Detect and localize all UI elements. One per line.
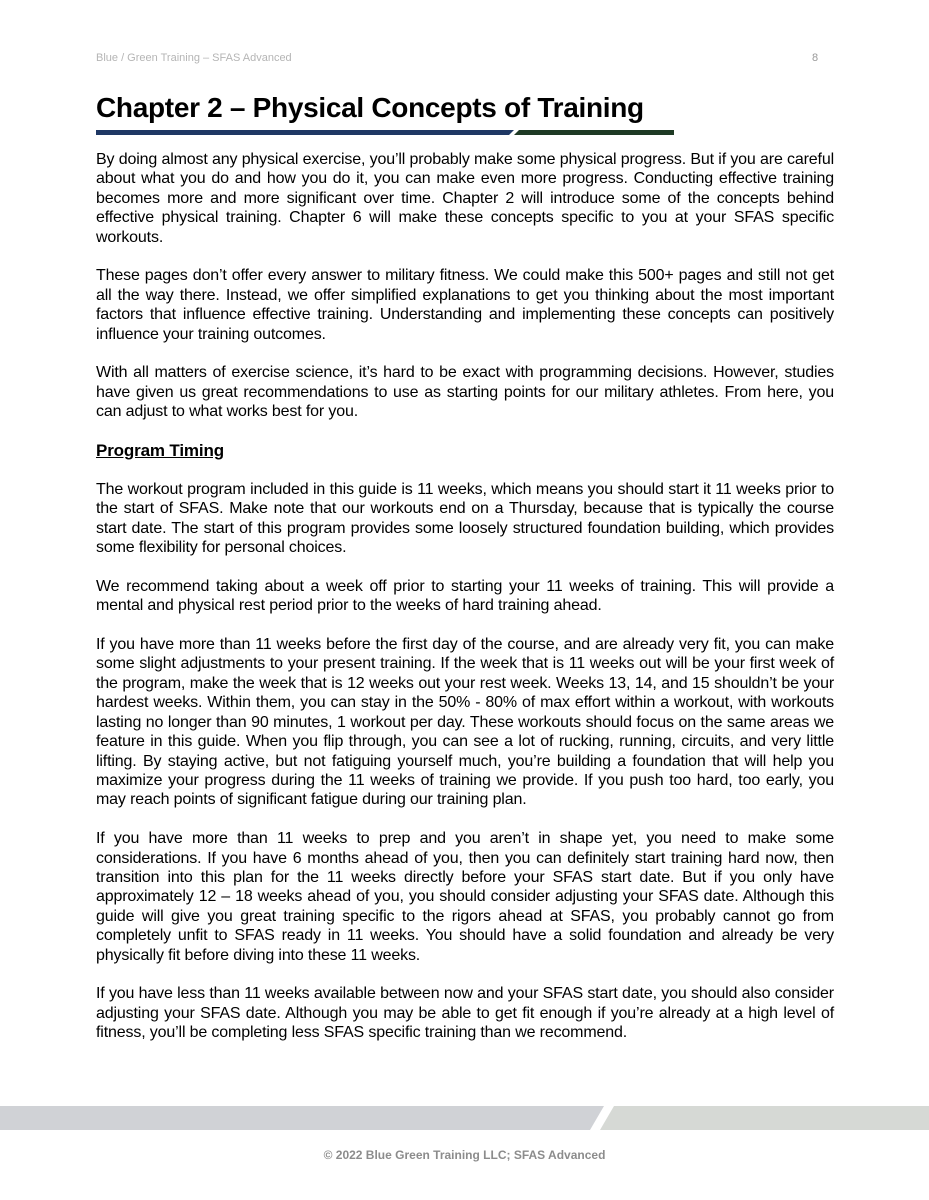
title-underline-green (514, 130, 674, 135)
program-timing-paragraph-2: We recommend taking about a week off prior to starting your 11 weeks of training. This will provide a mental and physical rest period prior to the weeks of hard training ahead. (96, 577, 834, 615)
program-timing-paragraph-5: If you have less than 11 weeks available between now and your SFAS start date, you should also consider adjusting your SFAS date. Although you may be able to get fit enough if you’re already at a high level of fitness, you’ll be completing less SFAS specific training than we recommend. (96, 985, 834, 1042)
section-heading-program-timing: Program Timing (96, 441, 224, 461)
footer-band-right (600, 1106, 929, 1130)
intro-paragraph-2: These pages don’t offer every answer to military fitness. We could make this 500+ pages and still not get all the way there. Instead, we offer simplified explanations to get you thinking about the most important factors that influence effective training. Understanding and implementing these concepts can positively influence your training outcomes. (96, 267, 834, 343)
intro-paragraph-1: By doing almost any physical exercise, you’ll probably make some physical progress. But if you are careful about what you do and how you do it, you can make even more progress. Conducting effective training becomes more and more significant over time. Chapter 2 will introduce some of the concepts behind effective physical training. Chapter 6 will make these concepts specific to you at your SFAS specific workouts. (96, 151, 834, 246)
intro-paragraph-3: With all matters of exercise science, it’s hard to be exact with programming decisions. However, studies have given us great recommendations to use as starting points for our military athletes. From here, you can adjust to what works best for you. (96, 364, 834, 421)
page-body (96, 150, 834, 1062)
title-underline-blue (96, 130, 514, 135)
program-timing-paragraph-4: If you have more than 11 weeks to prep and you aren’t in shape yet, you need to make some considerations. If you have 6 months ahead of you, then you can definitely start training hard now, then transition into this plan for the 11 weeks directly before your SFAS start date. But if you only have approximately 12 – 18 weeks ahead of you, you should consider adjusting your SFAS date. Although this guide will give you great training specific to the rigors ahead at SFAS, you probably cannot go from completely unfit to SFAS ready in 11 weeks. You should have a solid foundation and already be very physically fit before diving into these 11 weeks. (96, 830, 834, 964)
footer-band-left (0, 1106, 604, 1130)
program-timing-paragraph-1: The workout program included in this guide is 11 weeks, which means you should start it 11 weeks prior to the start of SFAS. Make note that our workouts end on a Thursday, because that is typically the course start date. The start of this program provides some loosely structured foundation building, which provides some flexibility for personal choices. (96, 480, 834, 557)
program-timing-paragraph-3: If you have more than 11 weeks before the first day of the course, and are already very fit, you can make some slight adjustments to your present training. If the week that is 11 weeks out will be your first week of the program, make the week that is 12 weeks out your rest week. Weeks 13, 14, and 15 shouldn’t be your hardest weeks. Within them, you can stay in the 50% - 80% of max effort within a workout, with workouts lasting no longer than 90 minutes, 1 workout per day. These workouts should focus on the same areas we feature in this guide. When you flip through, you can see a lot of rucking, running, circuits, and very little lifting. By staying active, but not fatiguing yourself much, you’re building a foundation that will help you maximize your progress during the 11 weeks of training we provide. If you push too hard, too early, you may reach points of significant fatigue during our training plan. (96, 636, 834, 809)
chapter-title: Chapter 2 – Physical Concepts of Training (96, 92, 644, 123)
page-number: 8 (812, 52, 819, 64)
title-underline (96, 130, 674, 135)
running-header: Blue / Green Training – SFAS Advanced (96, 52, 292, 64)
footer-copyright: © 2022 Blue Green Training LLC; SFAS Advanced (323, 1148, 606, 1162)
footer-band (0, 1106, 929, 1130)
